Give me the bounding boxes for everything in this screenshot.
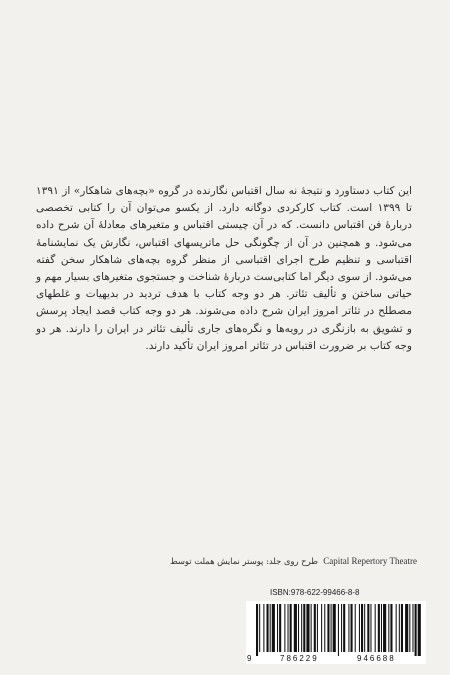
barcode-bar <box>303 604 305 652</box>
barcode-bar <box>412 604 413 652</box>
barcode-bar <box>375 604 376 652</box>
barcode-bar <box>301 604 302 652</box>
barcode-graphic <box>246 601 426 664</box>
barcode-bar <box>405 604 408 652</box>
barcode-bar <box>381 604 382 652</box>
barcode-bar <box>290 604 292 652</box>
barcode-bars <box>256 604 421 656</box>
barcode-bar <box>306 604 309 652</box>
cover-design-credit <box>0 556 417 566</box>
barcode-bar <box>314 604 316 652</box>
barcode-bar <box>418 604 421 656</box>
barcode-bar <box>383 604 386 652</box>
barcode-bar <box>343 604 345 652</box>
barcode-bar <box>288 604 289 652</box>
barcode-right-digits: 946688 <box>357 654 396 663</box>
barcode-bar <box>351 604 353 652</box>
barcode-bar <box>341 604 342 652</box>
barcode-bar <box>415 604 417 656</box>
barcode-bar <box>267 604 269 652</box>
barcode-bar <box>321 604 322 652</box>
barcode-bar <box>359 604 360 652</box>
barcode-left-digits: 786229 <box>280 654 319 663</box>
barcode-bar <box>259 604 260 652</box>
barcode-bar <box>298 604 299 652</box>
barcode-bar <box>409 604 410 652</box>
barcode-bar <box>311 604 312 652</box>
barcode-bar <box>401 604 403 652</box>
barcode-bar <box>333 604 336 652</box>
credit-fa: طرح روی جلد: پوستر نمایش هملت توسط <box>169 556 318 566</box>
barcode-bar <box>396 604 397 652</box>
barcode-bar <box>348 604 349 652</box>
barcode-bar <box>284 604 285 652</box>
barcode-bar <box>399 604 400 652</box>
barcode-bar <box>361 604 363 652</box>
barcode-bar <box>270 604 271 652</box>
barcode-bar <box>388 604 389 652</box>
barcode-bar <box>277 604 278 652</box>
barcode-bar <box>355 604 356 652</box>
isbn-label: ISBN:978-622-99466-8-8 <box>270 588 360 597</box>
barcode-bar <box>317 604 318 652</box>
barcode-bar <box>370 604 371 652</box>
barcode-bar <box>378 604 380 652</box>
blurb-paragraph: این کتاب دستاورد و نتیجهٔ نه سال اقتباس نگارنده در گروه «بچه‌های شاهکار» از ۱۳۹۱ تا ۱۳۹۹ است. کتاب کارکردی دوگانه دارد. از یکسو می‌توان آن را کتابی تخصصی دربارهٔ فن اقتباس دانست. که در آن چیستی اقتباس و متغیرهای معادلهٔ آن شرح داده می‌شود. و همچنین در آن از چگونگی حل ماتریسهای اقتباس، نگارش یک نمایشنامهٔ اقتباسی و تنظیم طرح اجرای اقتباسی از منظر گروه بچه‌های شاهکار سخن گفته می‌شود. از سوی دیگر اما کتابی‌ست دربارهٔ شناخت و جستجوی متغیرهای بسیار مهم و حیاتی ساختن و تألیف تئاتر. هر دو وجه کتاب با هدف تردید در بدیهیات و غلطهای مصطلح در تئاتر امروز ایران شرح داده می‌شوند. هر دو وجه کتاب قصد ایجاد پرسش و تشویق به بازنگری در رویه‌ها و نگره‌های جاری تألیف تئاتر در ایران را دارند. هر دو وجه کتاب بر ضرورت اقتباس در تئاتر امروز ایران تأکید دارند. <box>36 185 412 352</box>
barcode-first-digit: 9 <box>247 654 252 663</box>
barcode-bar <box>331 604 332 652</box>
barcode-bar <box>279 604 281 652</box>
barcode <box>246 601 426 664</box>
barcode-bar <box>364 604 365 652</box>
barcode-bar <box>324 604 325 652</box>
barcode-bar <box>390 604 392 652</box>
barcode-bar <box>294 604 297 652</box>
barcode-bar <box>338 604 339 656</box>
barcode-bar <box>272 604 275 652</box>
barcode-bar <box>367 604 369 652</box>
credit-en: Capital Repertory Theatre <box>323 556 417 566</box>
barcode-bar <box>327 604 329 652</box>
blurb-text <box>36 183 412 355</box>
barcode-bar <box>256 604 258 656</box>
barcode-bar <box>263 604 264 652</box>
